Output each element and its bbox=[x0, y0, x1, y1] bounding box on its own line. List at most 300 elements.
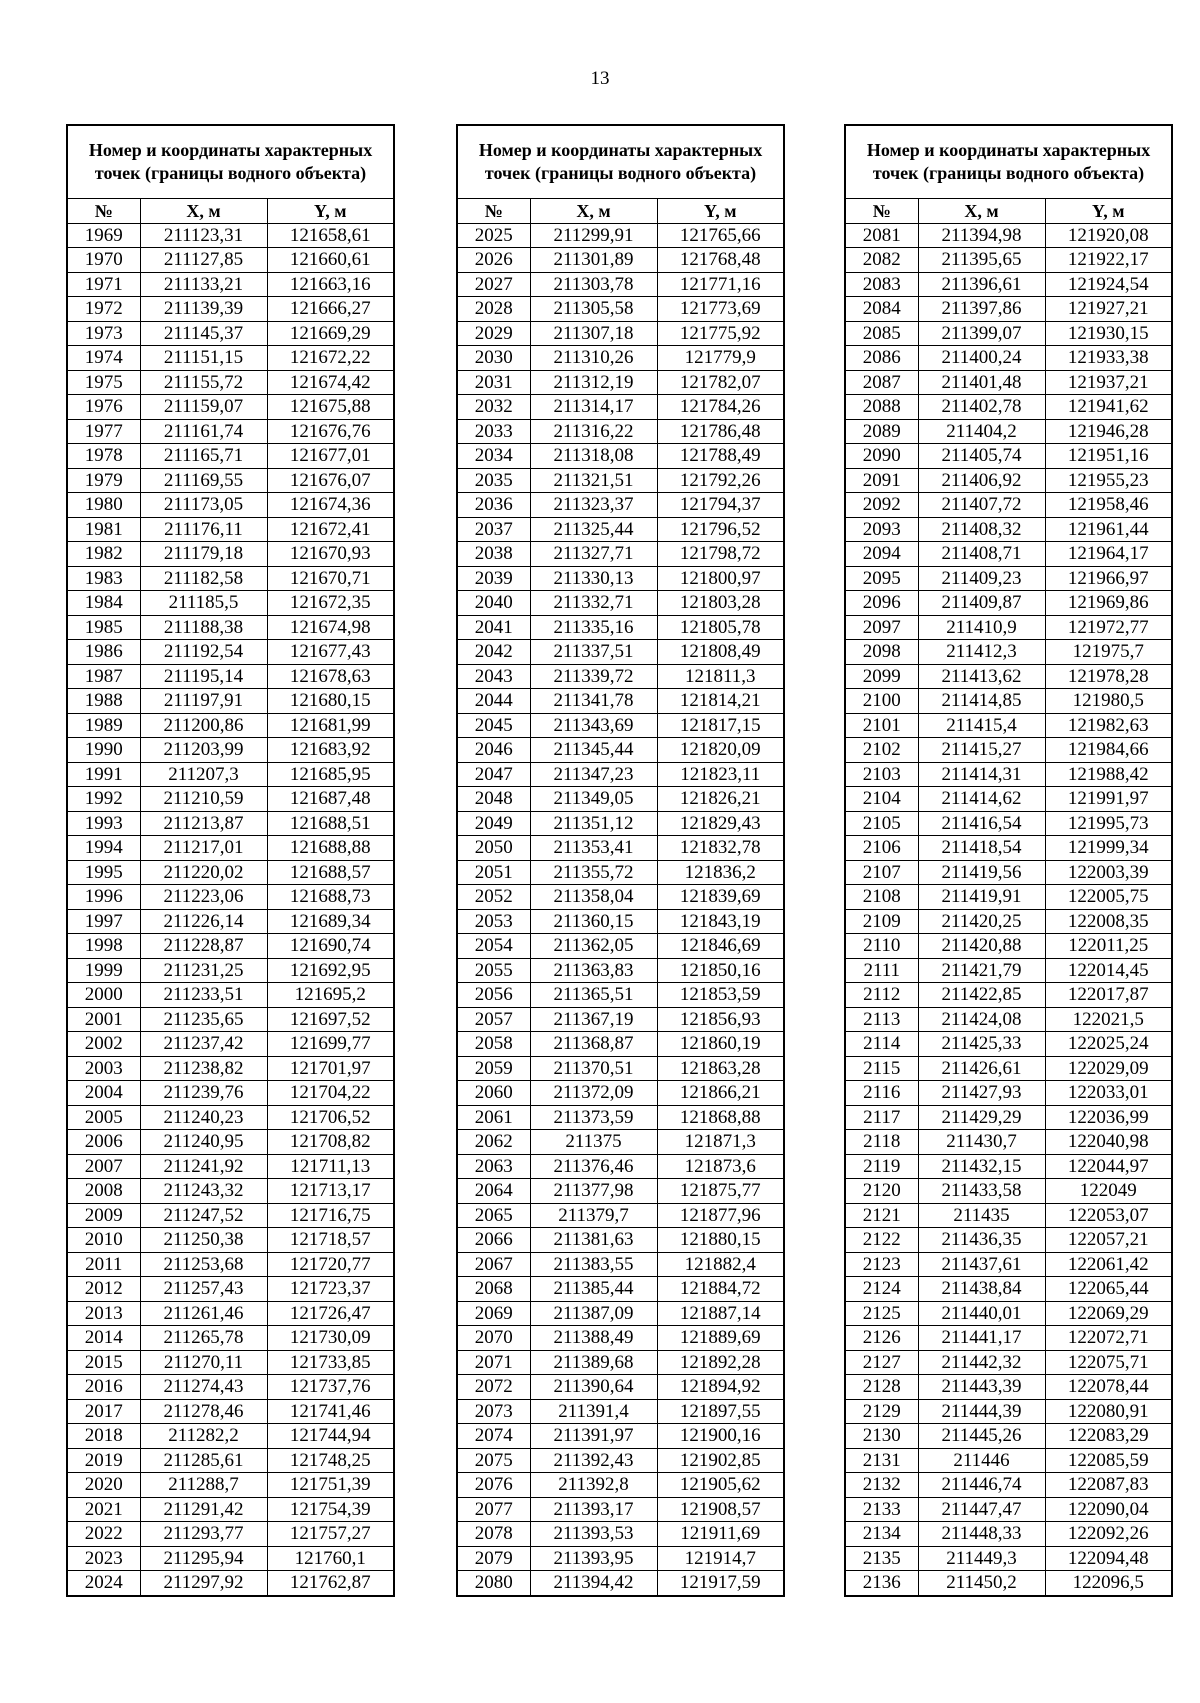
table-title: Номер и координаты характерных точек (границы водного объекта) bbox=[845, 125, 1172, 199]
y-coordinate-cell: 121972,77 bbox=[1045, 615, 1172, 640]
y-coordinate-cell: 122085,59 bbox=[1045, 1448, 1172, 1473]
x-coordinate-cell: 211145,37 bbox=[140, 321, 267, 346]
point-number-cell: 2023 bbox=[67, 1546, 140, 1571]
table-row bbox=[67, 738, 394, 763]
table-row bbox=[457, 1375, 784, 1400]
point-number-cell: 2119 bbox=[845, 1154, 918, 1179]
point-number-cell: 1972 bbox=[67, 297, 140, 322]
table-row bbox=[845, 297, 1172, 322]
x-coordinate-cell: 211169,55 bbox=[140, 468, 267, 493]
y-coordinate-cell: 121704,22 bbox=[267, 1081, 394, 1106]
point-number-cell: 2055 bbox=[457, 958, 530, 983]
y-coordinate-cell: 121980,5 bbox=[1045, 689, 1172, 714]
point-number-cell: 2132 bbox=[845, 1473, 918, 1498]
table-row bbox=[457, 1326, 784, 1351]
y-coordinate-cell: 121964,17 bbox=[1045, 542, 1172, 567]
y-coordinate-cell: 122090,04 bbox=[1045, 1497, 1172, 1522]
x-coordinate-cell: 211307,18 bbox=[530, 321, 657, 346]
table-row bbox=[845, 1228, 1172, 1253]
y-coordinate-cell: 121832,78 bbox=[657, 836, 784, 861]
x-coordinate-cell: 211415,4 bbox=[918, 713, 1045, 738]
x-coordinate-cell: 211179,18 bbox=[140, 542, 267, 567]
x-coordinate-cell: 211394,42 bbox=[530, 1571, 657, 1596]
x-coordinate-cell: 211388,49 bbox=[530, 1326, 657, 1351]
table-row bbox=[845, 1399, 1172, 1424]
x-coordinate-cell: 211393,17 bbox=[530, 1497, 657, 1522]
table-row bbox=[457, 223, 784, 248]
point-number-cell: 1991 bbox=[67, 762, 140, 787]
x-coordinate-cell: 211297,92 bbox=[140, 1571, 267, 1596]
table-row bbox=[67, 493, 394, 518]
x-coordinate-cell: 211387,09 bbox=[530, 1301, 657, 1326]
x-coordinate-cell: 211123,31 bbox=[140, 223, 267, 248]
table-row bbox=[845, 1154, 1172, 1179]
y-coordinate-cell: 121713,17 bbox=[267, 1179, 394, 1204]
y-coordinate-cell: 121708,82 bbox=[267, 1130, 394, 1155]
point-number-cell: 2111 bbox=[845, 958, 918, 983]
y-coordinate-cell: 121933,38 bbox=[1045, 346, 1172, 371]
table-row bbox=[67, 517, 394, 542]
x-coordinate-cell: 211285,61 bbox=[140, 1448, 267, 1473]
x-coordinate-cell: 211395,65 bbox=[918, 248, 1045, 273]
point-number-cell: 2046 bbox=[457, 738, 530, 763]
point-number-cell: 2038 bbox=[457, 542, 530, 567]
x-coordinate-cell: 211370,51 bbox=[530, 1056, 657, 1081]
y-coordinate-cell: 121685,95 bbox=[267, 762, 394, 787]
table-row bbox=[67, 983, 394, 1008]
y-coordinate-cell: 121792,26 bbox=[657, 468, 784, 493]
point-number-cell: 1998 bbox=[67, 934, 140, 959]
y-coordinate-cell: 121779,9 bbox=[657, 346, 784, 371]
table-row bbox=[845, 860, 1172, 885]
x-coordinate-cell: 211355,72 bbox=[530, 860, 657, 885]
y-coordinate-cell: 121911,69 bbox=[657, 1522, 784, 1547]
y-coordinate-cell: 121820,09 bbox=[657, 738, 784, 763]
x-coordinate-cell: 211409,87 bbox=[918, 591, 1045, 616]
table-row bbox=[67, 591, 394, 616]
y-coordinate-cell: 121680,15 bbox=[267, 689, 394, 714]
point-number-cell: 2107 bbox=[845, 860, 918, 885]
x-coordinate-cell: 211400,24 bbox=[918, 346, 1045, 371]
point-number-cell: 2087 bbox=[845, 370, 918, 395]
y-coordinate-cell: 122061,42 bbox=[1045, 1252, 1172, 1277]
table-row bbox=[845, 738, 1172, 763]
x-coordinate-cell: 211226,14 bbox=[140, 909, 267, 934]
point-number-cell: 2000 bbox=[67, 983, 140, 1008]
x-coordinate-cell: 211409,23 bbox=[918, 566, 1045, 591]
y-coordinate-cell: 121905,62 bbox=[657, 1473, 784, 1498]
table-row bbox=[845, 591, 1172, 616]
point-number-cell: 2016 bbox=[67, 1375, 140, 1400]
table-row bbox=[457, 983, 784, 1008]
page-number: 13 bbox=[590, 68, 610, 89]
x-coordinate-cell: 211195,14 bbox=[140, 664, 267, 689]
point-number-cell: 2103 bbox=[845, 762, 918, 787]
table-row bbox=[67, 1203, 394, 1228]
y-coordinate-cell: 121765,66 bbox=[657, 223, 784, 248]
x-coordinate-cell: 211240,23 bbox=[140, 1105, 267, 1130]
column-header-number: № bbox=[67, 199, 140, 224]
table-row bbox=[457, 958, 784, 983]
table-row bbox=[457, 811, 784, 836]
column-header-x: X, м bbox=[140, 199, 267, 224]
y-coordinate-cell: 121676,07 bbox=[267, 468, 394, 493]
y-coordinate-cell: 121811,3 bbox=[657, 664, 784, 689]
y-coordinate-cell: 122025,24 bbox=[1045, 1032, 1172, 1057]
table-row bbox=[845, 248, 1172, 273]
y-coordinate-cell: 121670,71 bbox=[267, 566, 394, 591]
x-coordinate-cell: 211314,17 bbox=[530, 395, 657, 420]
y-coordinate-cell: 121741,46 bbox=[267, 1399, 394, 1424]
x-coordinate-cell: 211436,35 bbox=[918, 1228, 1045, 1253]
x-coordinate-cell: 211241,92 bbox=[140, 1154, 267, 1179]
x-coordinate-cell: 211406,92 bbox=[918, 468, 1045, 493]
y-coordinate-cell: 121688,57 bbox=[267, 860, 394, 885]
table-row bbox=[457, 860, 784, 885]
x-coordinate-cell: 211270,11 bbox=[140, 1350, 267, 1375]
y-coordinate-cell: 121782,07 bbox=[657, 370, 784, 395]
point-number-cell: 2115 bbox=[845, 1056, 918, 1081]
point-number-cell: 1987 bbox=[67, 664, 140, 689]
x-coordinate-cell: 211450,2 bbox=[918, 1571, 1045, 1596]
y-coordinate-cell: 121887,14 bbox=[657, 1301, 784, 1326]
y-coordinate-cell: 121877,96 bbox=[657, 1203, 784, 1228]
y-coordinate-cell: 121762,87 bbox=[267, 1571, 394, 1596]
point-number-cell: 2099 bbox=[845, 664, 918, 689]
x-coordinate-cell: 211397,86 bbox=[918, 297, 1045, 322]
y-coordinate-cell: 122080,91 bbox=[1045, 1399, 1172, 1424]
x-coordinate-cell: 211278,46 bbox=[140, 1399, 267, 1424]
table-row bbox=[67, 395, 394, 420]
y-coordinate-cell: 121969,86 bbox=[1045, 591, 1172, 616]
x-coordinate-cell: 211233,51 bbox=[140, 983, 267, 1008]
y-coordinate-cell: 121744,94 bbox=[267, 1424, 394, 1449]
x-coordinate-cell: 211448,33 bbox=[918, 1522, 1045, 1547]
y-coordinate-cell: 121892,28 bbox=[657, 1350, 784, 1375]
point-number-cell: 2097 bbox=[845, 615, 918, 640]
y-coordinate-cell: 121711,13 bbox=[267, 1154, 394, 1179]
point-number-cell: 1993 bbox=[67, 811, 140, 836]
table-row bbox=[67, 664, 394, 689]
x-coordinate-cell: 211401,48 bbox=[918, 370, 1045, 395]
y-coordinate-cell: 121958,46 bbox=[1045, 493, 1172, 518]
x-coordinate-cell: 211188,38 bbox=[140, 615, 267, 640]
y-coordinate-cell: 121800,97 bbox=[657, 566, 784, 591]
point-number-cell: 2032 bbox=[457, 395, 530, 420]
y-coordinate-cell: 121803,28 bbox=[657, 591, 784, 616]
table-row bbox=[67, 321, 394, 346]
y-coordinate-cell: 121796,52 bbox=[657, 517, 784, 542]
y-coordinate-cell: 121672,22 bbox=[267, 346, 394, 371]
table-row bbox=[845, 1301, 1172, 1326]
x-coordinate-cell: 211433,58 bbox=[918, 1179, 1045, 1204]
table-row bbox=[67, 1424, 394, 1449]
table-row bbox=[67, 1301, 394, 1326]
coordinates-table-2 bbox=[456, 124, 785, 1597]
y-coordinate-cell: 122049 bbox=[1045, 1179, 1172, 1204]
y-coordinate-cell: 121672,41 bbox=[267, 517, 394, 542]
y-coordinate-cell: 121669,29 bbox=[267, 321, 394, 346]
point-number-cell: 2027 bbox=[457, 272, 530, 297]
table-row bbox=[457, 664, 784, 689]
table-row bbox=[845, 958, 1172, 983]
x-coordinate-cell: 211318,08 bbox=[530, 444, 657, 469]
y-coordinate-cell: 122029,09 bbox=[1045, 1056, 1172, 1081]
x-coordinate-cell: 211422,85 bbox=[918, 983, 1045, 1008]
point-number-cell: 2071 bbox=[457, 1350, 530, 1375]
x-coordinate-cell: 211383,55 bbox=[530, 1252, 657, 1277]
table-row bbox=[457, 689, 784, 714]
table-row bbox=[67, 1277, 394, 1302]
x-coordinate-cell: 211375 bbox=[530, 1130, 657, 1155]
table-row bbox=[845, 1007, 1172, 1032]
table-row bbox=[67, 272, 394, 297]
y-coordinate-cell: 121951,16 bbox=[1045, 444, 1172, 469]
point-number-cell: 1978 bbox=[67, 444, 140, 469]
x-coordinate-cell: 211404,2 bbox=[918, 419, 1045, 444]
y-coordinate-cell: 121678,63 bbox=[267, 664, 394, 689]
point-number-cell: 2068 bbox=[457, 1277, 530, 1302]
table-row bbox=[67, 223, 394, 248]
point-number-cell: 1983 bbox=[67, 566, 140, 591]
table-row bbox=[845, 1179, 1172, 1204]
table-row bbox=[67, 1473, 394, 1498]
point-number-cell: 2040 bbox=[457, 591, 530, 616]
table-row bbox=[845, 223, 1172, 248]
x-coordinate-cell: 211349,05 bbox=[530, 787, 657, 812]
x-coordinate-cell: 211442,32 bbox=[918, 1350, 1045, 1375]
x-coordinate-cell: 211217,01 bbox=[140, 836, 267, 861]
table-row bbox=[457, 885, 784, 910]
point-number-cell: 2025 bbox=[457, 223, 530, 248]
point-number-cell: 1985 bbox=[67, 615, 140, 640]
x-coordinate-cell: 211265,78 bbox=[140, 1326, 267, 1351]
point-number-cell: 1990 bbox=[67, 738, 140, 763]
y-coordinate-cell: 121873,6 bbox=[657, 1154, 784, 1179]
point-number-cell: 2133 bbox=[845, 1497, 918, 1522]
table-row bbox=[67, 934, 394, 959]
y-coordinate-cell: 122005,75 bbox=[1045, 885, 1172, 910]
column-header-x: X, м bbox=[918, 199, 1045, 224]
point-number-cell: 2054 bbox=[457, 934, 530, 959]
column-header-number: № bbox=[845, 199, 918, 224]
y-coordinate-cell: 121697,52 bbox=[267, 1007, 394, 1032]
point-number-cell: 2117 bbox=[845, 1105, 918, 1130]
y-coordinate-cell: 121863,28 bbox=[657, 1056, 784, 1081]
table-row bbox=[67, 1056, 394, 1081]
column-header-y: Y, м bbox=[267, 199, 394, 224]
x-coordinate-cell: 211257,43 bbox=[140, 1277, 267, 1302]
point-number-cell: 1989 bbox=[67, 713, 140, 738]
point-number-cell: 2129 bbox=[845, 1399, 918, 1424]
x-coordinate-cell: 211408,71 bbox=[918, 542, 1045, 567]
table-row bbox=[845, 419, 1172, 444]
y-coordinate-cell: 121880,15 bbox=[657, 1228, 784, 1253]
x-coordinate-cell: 211182,58 bbox=[140, 566, 267, 591]
x-coordinate-cell: 211250,38 bbox=[140, 1228, 267, 1253]
table-row bbox=[67, 811, 394, 836]
table-row bbox=[67, 468, 394, 493]
y-coordinate-cell: 122036,99 bbox=[1045, 1105, 1172, 1130]
x-coordinate-cell: 211416,54 bbox=[918, 811, 1045, 836]
x-coordinate-cell: 211220,02 bbox=[140, 860, 267, 885]
point-number-cell: 2120 bbox=[845, 1179, 918, 1204]
y-coordinate-cell: 121894,92 bbox=[657, 1375, 784, 1400]
table-row bbox=[845, 1522, 1172, 1547]
y-coordinate-cell: 121836,2 bbox=[657, 860, 784, 885]
table-row bbox=[67, 640, 394, 665]
x-coordinate-cell: 211299,91 bbox=[530, 223, 657, 248]
table-row bbox=[457, 591, 784, 616]
table-row bbox=[845, 1032, 1172, 1057]
point-number-cell: 2008 bbox=[67, 1179, 140, 1204]
point-number-cell: 1974 bbox=[67, 346, 140, 371]
point-number-cell: 2058 bbox=[457, 1032, 530, 1057]
x-coordinate-cell: 211379,7 bbox=[530, 1203, 657, 1228]
y-coordinate-cell: 121723,37 bbox=[267, 1277, 394, 1302]
x-coordinate-cell: 211139,39 bbox=[140, 297, 267, 322]
point-number-cell: 2012 bbox=[67, 1277, 140, 1302]
point-number-cell: 1975 bbox=[67, 370, 140, 395]
x-coordinate-cell: 211396,61 bbox=[918, 272, 1045, 297]
y-coordinate-cell: 121995,73 bbox=[1045, 811, 1172, 836]
x-coordinate-cell: 211419,91 bbox=[918, 885, 1045, 910]
point-number-cell: 1970 bbox=[67, 248, 140, 273]
table-row bbox=[67, 860, 394, 885]
x-coordinate-cell: 211228,87 bbox=[140, 934, 267, 959]
y-coordinate-cell: 121884,72 bbox=[657, 1277, 784, 1302]
x-coordinate-cell: 211393,53 bbox=[530, 1522, 657, 1547]
y-coordinate-cell: 121677,43 bbox=[267, 640, 394, 665]
table-row bbox=[457, 934, 784, 959]
table-row bbox=[845, 1277, 1172, 1302]
point-number-cell: 2021 bbox=[67, 1497, 140, 1522]
point-number-cell: 2017 bbox=[67, 1399, 140, 1424]
x-coordinate-cell: 211288,7 bbox=[140, 1473, 267, 1498]
y-coordinate-cell: 121817,15 bbox=[657, 713, 784, 738]
table-row bbox=[845, 1056, 1172, 1081]
table-row bbox=[845, 272, 1172, 297]
point-number-cell: 2014 bbox=[67, 1326, 140, 1351]
table-row bbox=[845, 566, 1172, 591]
y-coordinate-cell: 122072,71 bbox=[1045, 1326, 1172, 1351]
table-row bbox=[457, 321, 784, 346]
x-coordinate-cell: 211282,2 bbox=[140, 1424, 267, 1449]
table-row bbox=[67, 370, 394, 395]
y-coordinate-cell: 121941,62 bbox=[1045, 395, 1172, 420]
y-coordinate-cell: 121688,51 bbox=[267, 811, 394, 836]
y-coordinate-cell: 121930,15 bbox=[1045, 321, 1172, 346]
point-number-cell: 2079 bbox=[457, 1546, 530, 1571]
y-coordinate-cell: 121897,55 bbox=[657, 1399, 784, 1424]
x-coordinate-cell: 211247,52 bbox=[140, 1203, 267, 1228]
point-number-cell: 2134 bbox=[845, 1522, 918, 1547]
table-row bbox=[845, 493, 1172, 518]
table-row bbox=[67, 1448, 394, 1473]
y-coordinate-cell: 121701,97 bbox=[267, 1056, 394, 1081]
y-coordinate-cell: 122011,25 bbox=[1045, 934, 1172, 959]
x-coordinate-cell: 211392,8 bbox=[530, 1473, 657, 1498]
table-row bbox=[845, 713, 1172, 738]
point-number-cell: 1976 bbox=[67, 395, 140, 420]
point-number-cell: 2072 bbox=[457, 1375, 530, 1400]
table-row bbox=[457, 1252, 784, 1277]
table-row bbox=[67, 836, 394, 861]
table-row bbox=[457, 1424, 784, 1449]
table-row bbox=[845, 1546, 1172, 1571]
y-coordinate-cell: 122021,5 bbox=[1045, 1007, 1172, 1032]
y-coordinate-cell: 121670,93 bbox=[267, 542, 394, 567]
table-row bbox=[845, 1497, 1172, 1522]
y-coordinate-cell: 121966,97 bbox=[1045, 566, 1172, 591]
y-coordinate-cell: 122040,98 bbox=[1045, 1130, 1172, 1155]
point-number-cell: 2088 bbox=[845, 395, 918, 420]
point-number-cell: 2106 bbox=[845, 836, 918, 861]
point-number-cell: 2006 bbox=[67, 1130, 140, 1155]
point-number-cell: 2061 bbox=[457, 1105, 530, 1130]
x-coordinate-cell: 211332,71 bbox=[530, 591, 657, 616]
point-number-cell: 2011 bbox=[67, 1252, 140, 1277]
y-coordinate-cell: 121674,42 bbox=[267, 370, 394, 395]
point-number-cell: 2077 bbox=[457, 1497, 530, 1522]
point-number-cell: 2109 bbox=[845, 909, 918, 934]
y-coordinate-cell: 121751,39 bbox=[267, 1473, 394, 1498]
table-row bbox=[457, 1522, 784, 1547]
table-row bbox=[457, 370, 784, 395]
table-row bbox=[67, 248, 394, 273]
y-coordinate-cell: 121975,7 bbox=[1045, 640, 1172, 665]
table-row bbox=[67, 1546, 394, 1571]
x-coordinate-cell: 211127,85 bbox=[140, 248, 267, 273]
x-coordinate-cell: 211414,85 bbox=[918, 689, 1045, 714]
y-coordinate-cell: 122096,5 bbox=[1045, 1571, 1172, 1596]
x-coordinate-cell: 211446 bbox=[918, 1448, 1045, 1473]
table-row bbox=[457, 615, 784, 640]
y-coordinate-cell: 121688,73 bbox=[267, 885, 394, 910]
x-coordinate-cell: 211372,09 bbox=[530, 1081, 657, 1106]
table-row bbox=[67, 1081, 394, 1106]
table-row bbox=[845, 1448, 1172, 1473]
y-coordinate-cell: 122044,97 bbox=[1045, 1154, 1172, 1179]
table-row bbox=[67, 1130, 394, 1155]
table-row bbox=[845, 885, 1172, 910]
x-coordinate-cell: 211327,71 bbox=[530, 542, 657, 567]
column-header-y: Y, м bbox=[657, 199, 784, 224]
table-row bbox=[67, 885, 394, 910]
table-row bbox=[845, 934, 1172, 959]
y-coordinate-cell: 121674,98 bbox=[267, 615, 394, 640]
point-number-cell: 2081 bbox=[845, 223, 918, 248]
table-row bbox=[67, 615, 394, 640]
table-row bbox=[845, 346, 1172, 371]
table-row bbox=[457, 1179, 784, 1204]
x-coordinate-cell: 211291,42 bbox=[140, 1497, 267, 1522]
x-coordinate-cell: 211391,97 bbox=[530, 1424, 657, 1449]
x-coordinate-cell: 211405,74 bbox=[918, 444, 1045, 469]
table-row bbox=[67, 1032, 394, 1057]
y-coordinate-cell: 121788,49 bbox=[657, 444, 784, 469]
table-row bbox=[845, 909, 1172, 934]
x-coordinate-cell: 211223,06 bbox=[140, 885, 267, 910]
y-coordinate-cell: 122033,01 bbox=[1045, 1081, 1172, 1106]
x-coordinate-cell: 211353,41 bbox=[530, 836, 657, 861]
column-header-number: № bbox=[457, 199, 530, 224]
point-number-cell: 1980 bbox=[67, 493, 140, 518]
point-number-cell: 2065 bbox=[457, 1203, 530, 1228]
table-row bbox=[845, 811, 1172, 836]
point-number-cell: 1986 bbox=[67, 640, 140, 665]
point-number-cell: 1969 bbox=[67, 223, 140, 248]
